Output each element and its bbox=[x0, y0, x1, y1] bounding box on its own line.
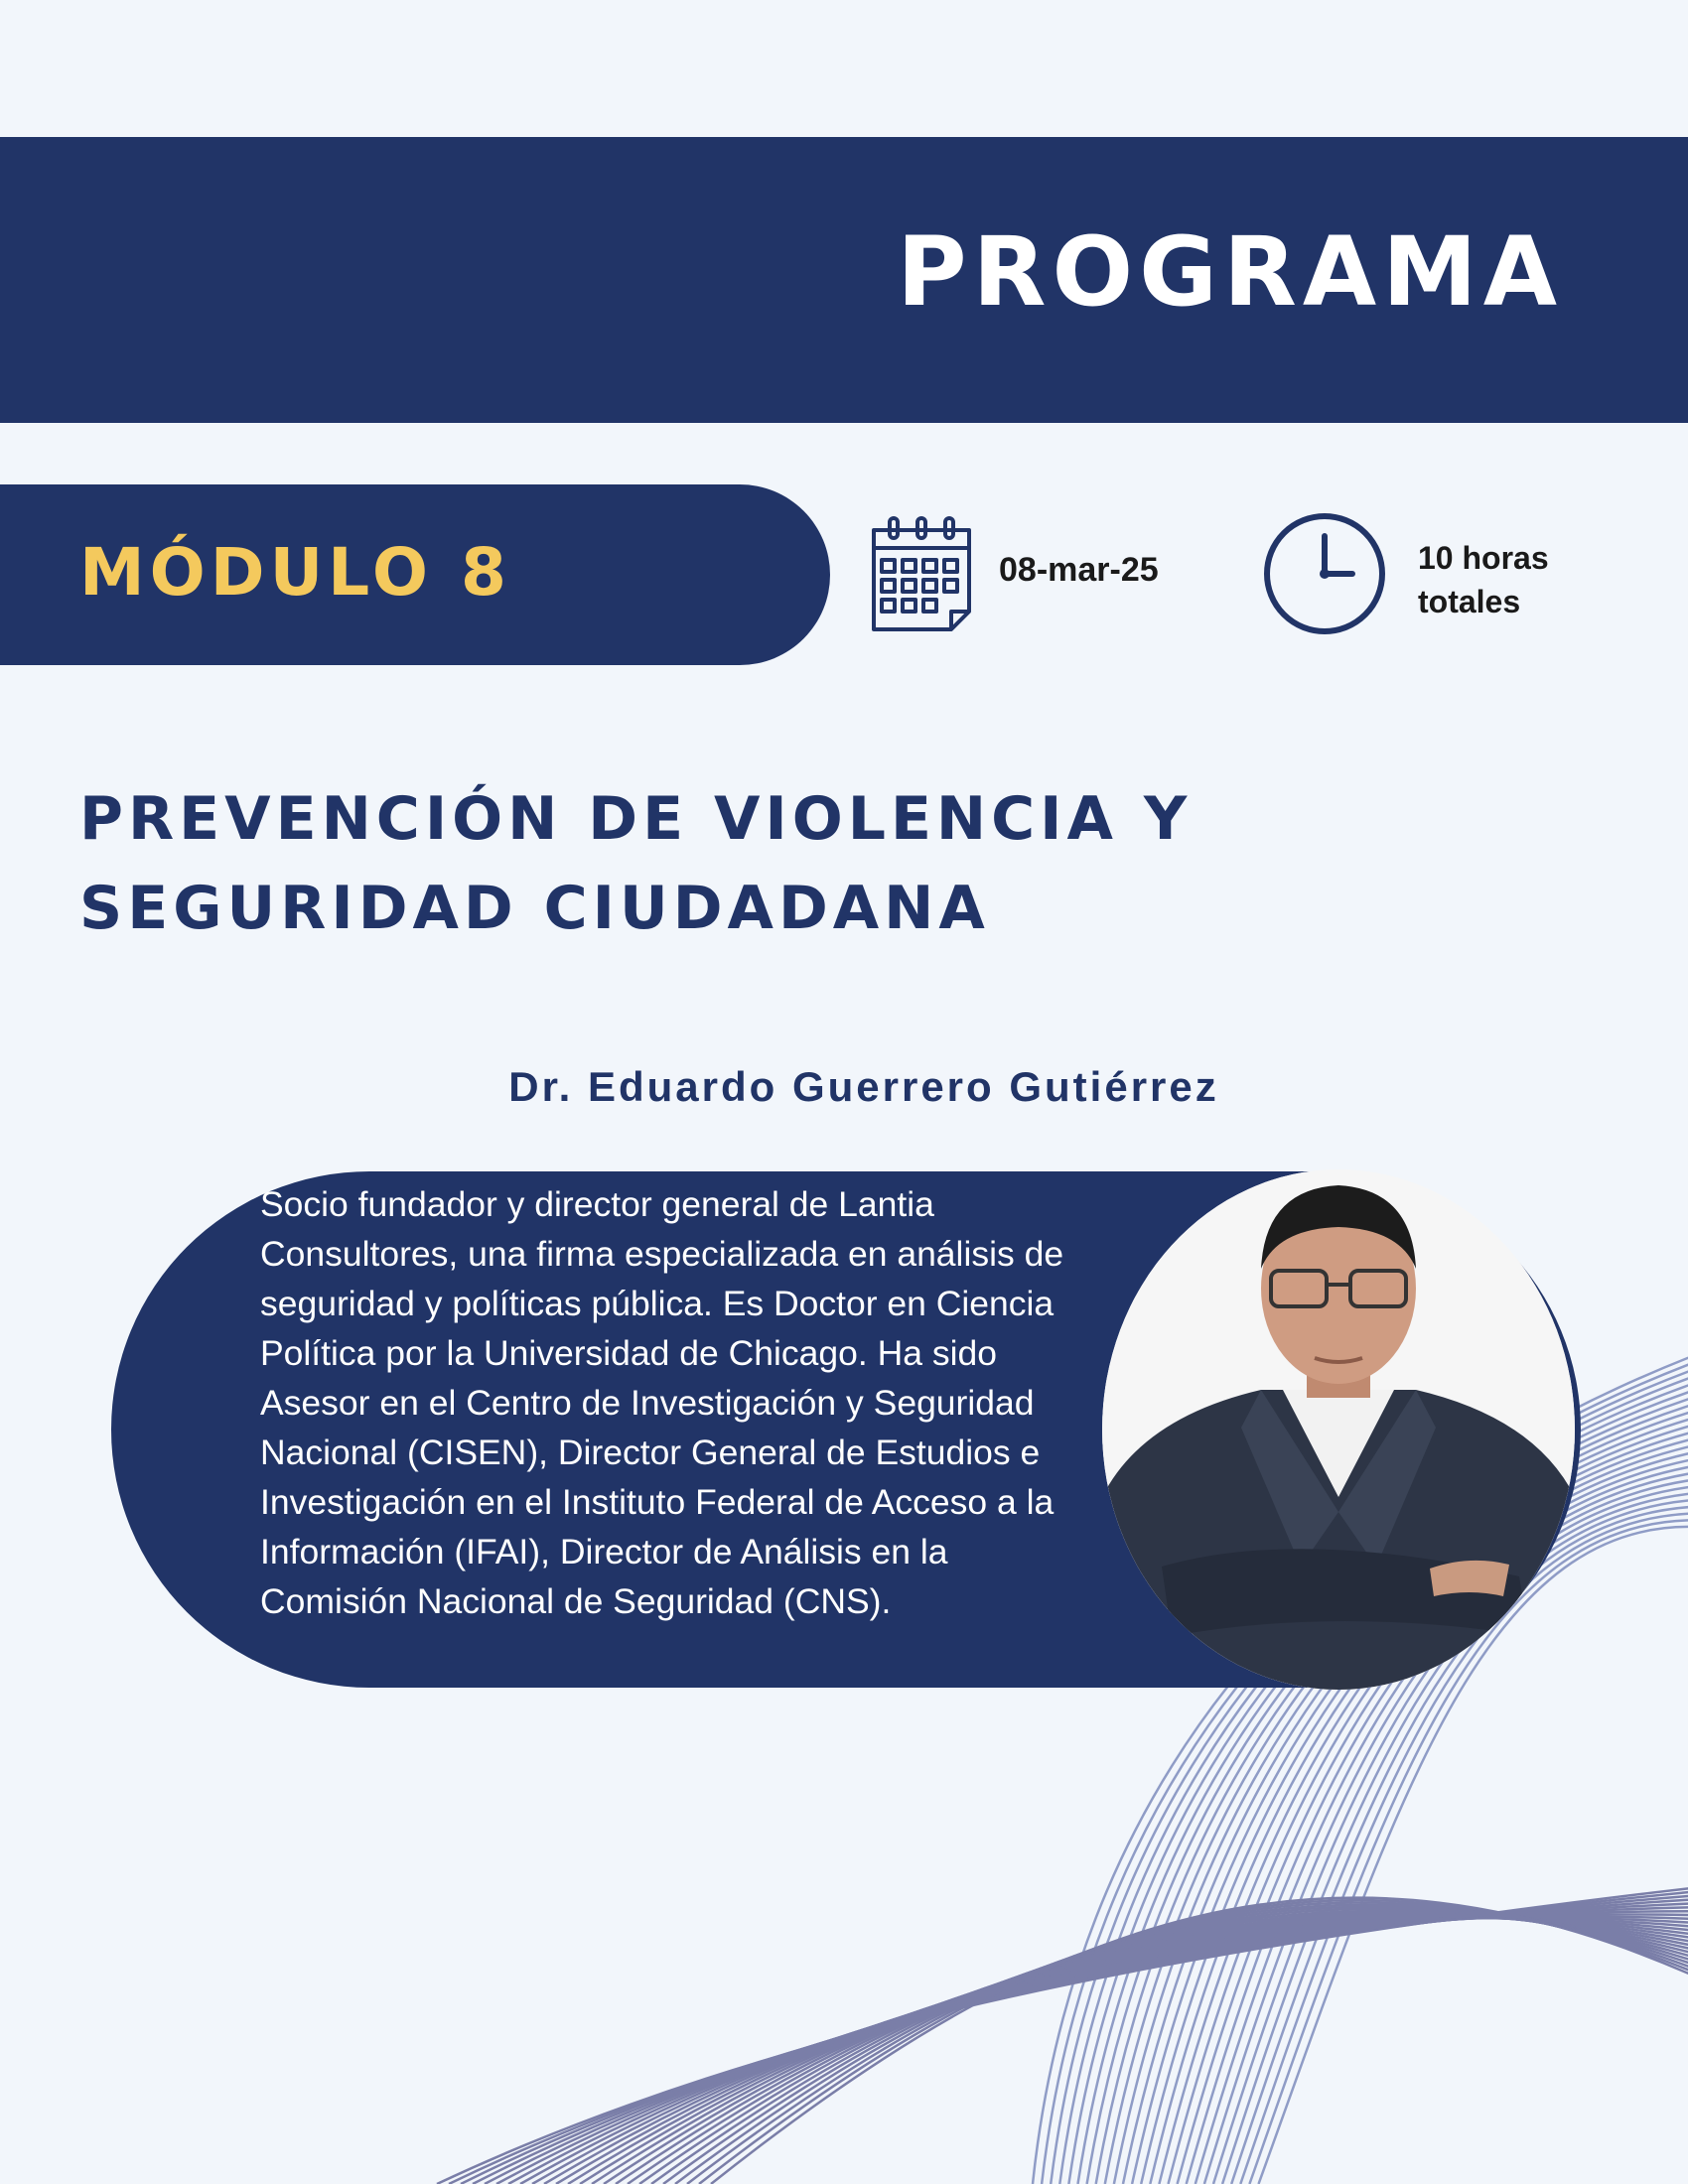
module-date: 08-mar-25 bbox=[999, 551, 1159, 589]
page-title: PROGRAMA bbox=[897, 216, 1563, 328]
header-band bbox=[0, 137, 1688, 423]
module-badge bbox=[0, 484, 830, 665]
module-label: MÓDULO 8 bbox=[79, 534, 511, 611]
speaker-photo bbox=[1102, 1169, 1575, 1690]
clock-icon bbox=[1261, 510, 1388, 637]
module-title: PREVENCIÓN DE VIOLENCIA Y SEGURIDAD CIUDADANA bbox=[79, 784, 1193, 943]
calendar-icon bbox=[866, 512, 977, 635]
speaker-name: Dr. Eduardo Guerrero Gutiérrez bbox=[508, 1063, 1219, 1110]
module-hours: 10 horas totales bbox=[1418, 540, 1549, 619]
speaker-bio: Socio fundador y director general de Lantia Consultores, una firma especializada en análisis de seguridad y políticas pública. Es Doctor en Ciencia Política por la Universidad de Chicago. Ha sido Asesor en el Centro de Investigación y Seguridad Nacional (CISEN), Director General de Estudios e Investigación en el Instituto Federal de Acceso a la Información (IFAI), Director de Análisis en la Comisión Nacional de Seguridad (CNS). bbox=[260, 1184, 1064, 1621]
